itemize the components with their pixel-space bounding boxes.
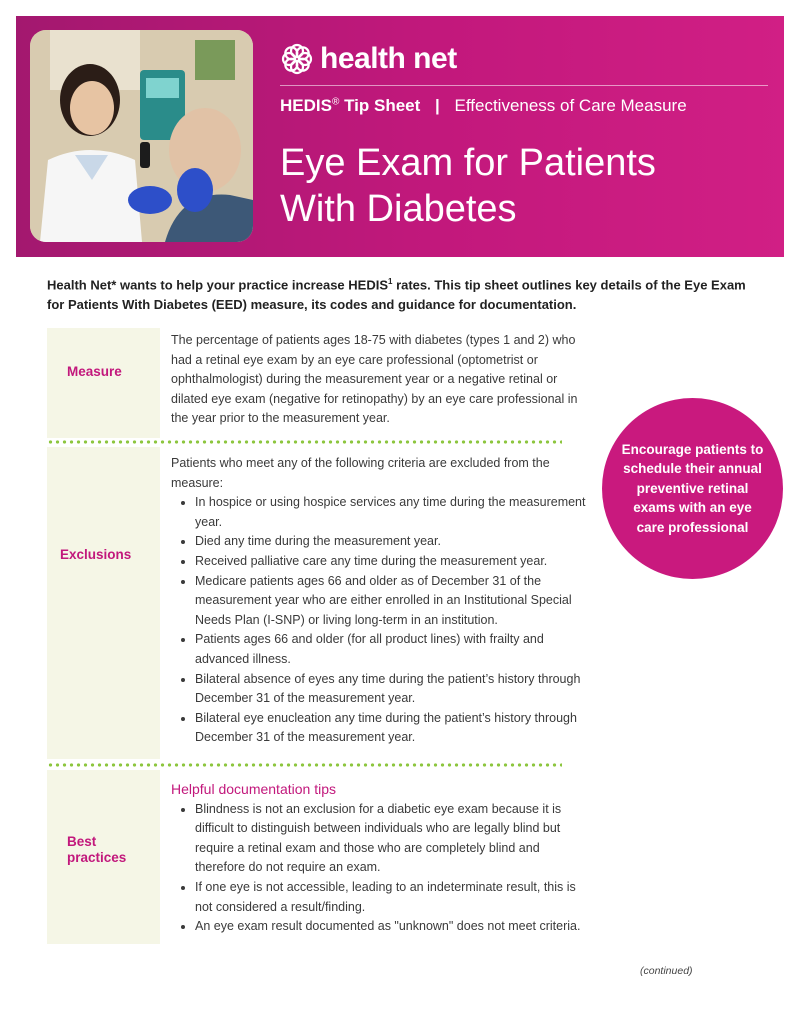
exclusions-content xyxy=(171,454,586,748)
list-item: • An eye exam result documented as "unknown" does not meet criteria. xyxy=(195,917,586,937)
list-item: • Blindness is not an exclusion for a diabetic eye exam because it is difficult to distinguish between individuals who are legally blind but require a retinal exam and those who are completely blind and therefore do not require an exam. xyxy=(195,800,586,878)
callout-circle xyxy=(602,398,783,579)
intro-text-end: rates. This tip sheet outlines key details of the Eye Exam for Patients With Diabetes (EED) measure, its codes and guidance for documentation. xyxy=(47,277,746,313)
list-item: • Bilateral absence of eyes any time during the patient’s history through December 31 of the measurement year. xyxy=(195,670,586,709)
measure-label: Measure xyxy=(67,364,122,379)
dotted-divider xyxy=(47,763,562,767)
intro-paragraph xyxy=(47,272,747,315)
list-item: • Received palliative care any time during the measurement year. xyxy=(195,552,586,572)
registered-mark: ® xyxy=(331,96,340,108)
list-item: • Bilateral eye enucleation any time during the patient’s history through December 31 of the measurement year. xyxy=(195,709,586,748)
tip-sheet-label: Tip Sheet xyxy=(344,96,421,115)
page-title xyxy=(280,140,656,232)
exclusions-label: Exclusions xyxy=(60,547,132,562)
best-practices-label-line-2: practices xyxy=(67,850,127,865)
intro-text-start: Health Net* wants to help your practice increase HEDIS xyxy=(47,277,388,293)
health-net-logo xyxy=(280,42,457,76)
best-practices-content xyxy=(171,780,586,937)
doctor-eye-exam-photo xyxy=(30,30,253,242)
header-divider xyxy=(280,85,768,86)
footnote-marker: 1 xyxy=(388,277,393,286)
measure-text: The percentage of patients ages 18-75 with diabetes (types 1 and 2) who had a retinal eye exam by an eye care professional (optometrist or ophthalmologist) during the measurement year or a negative retinal or dilated eye exam (negative for retinopathy) by an eye care professional in the year prior to the measurement year. xyxy=(171,333,578,426)
dotted-divider xyxy=(47,440,562,444)
exclusions-label-cell xyxy=(47,447,160,759)
best-practices-label-line-1: Best xyxy=(67,834,97,849)
list-item: • Died any time during the measurement year. xyxy=(195,532,586,552)
list-item: • If one eye is not accessible, leading to an indeterminate result, this is not considered a result/finding. xyxy=(195,878,586,917)
exclusions-list xyxy=(171,493,586,748)
measure-category: Effectiveness of Care Measure xyxy=(454,96,687,115)
callout-text: Encourage patients to schedule their annual preventive retinal exams with an eye care professional xyxy=(621,441,764,535)
subhead-separator: | xyxy=(435,96,440,115)
continued-note: (continued) xyxy=(640,965,693,977)
list-item: • Patients ages 66 and older (for all product lines) with frailty and advanced illness. xyxy=(195,630,586,669)
measure-description xyxy=(171,331,586,429)
measure-label-cell xyxy=(47,328,160,438)
title-line-2: With Diabetes xyxy=(280,188,517,230)
hedis-label: HEDIS xyxy=(280,96,332,115)
list-item: • In hospice or using hospice services any time during the measurement year. xyxy=(195,493,586,532)
tips-list xyxy=(171,800,586,937)
best-practices-label xyxy=(67,834,126,866)
brand-name: health net xyxy=(320,42,457,75)
list-item: • Medicare patients ages 66 and older as of December 31 of the measurement year who are either enrolled in an Institutional Special Needs Plan (I-SNP) or living long-term in an institution. xyxy=(195,572,586,631)
health-net-flower-icon xyxy=(280,42,314,76)
tips-heading: Helpful documentation tips xyxy=(171,781,336,797)
exclusions-intro: Patients who meet any of the following criteria are excluded from the measure: xyxy=(171,456,550,490)
subheading xyxy=(280,96,687,116)
title-line-1: Eye Exam for Patients xyxy=(280,142,656,184)
